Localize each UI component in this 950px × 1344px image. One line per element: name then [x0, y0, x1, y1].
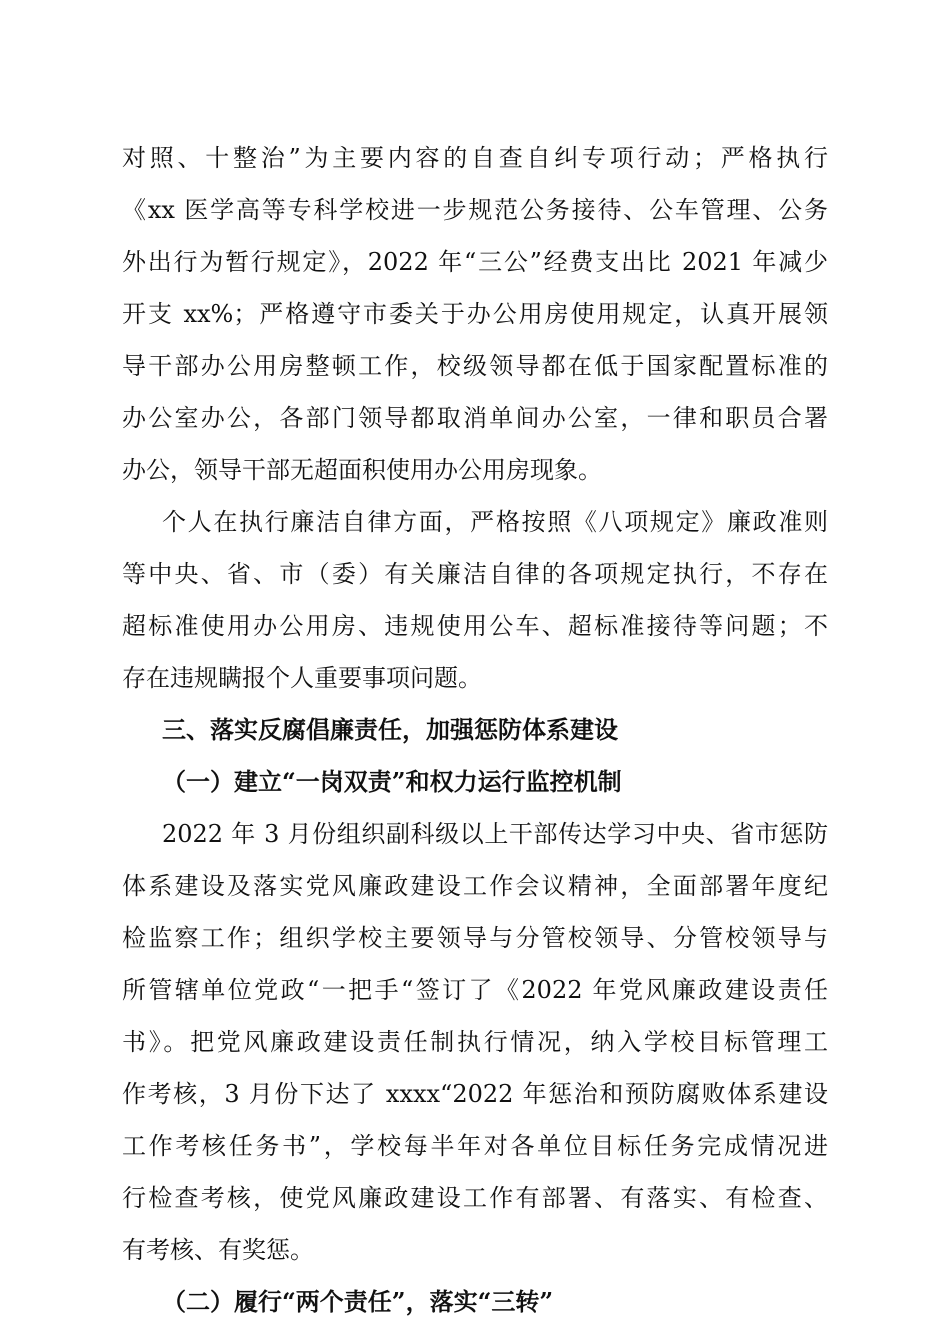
paragraph2-line-3: 超标准使用办公用房、违规使用公车、超标准接待等问题；不 [122, 612, 828, 640]
paragraph1-line-4: 开支 xx%；严格遵守市委关于办公用房使用规定，认真开展领 [122, 300, 828, 328]
sub1-line-8: 行检查考核，使党风廉政建设工作有部署、有落实、有检查、 [122, 1184, 828, 1212]
paragraph1-line-2: 《xx 医学高等专科学校进一步规范公务接待、公车管理、公务 [122, 196, 828, 224]
sub1-line-3: 检监察工作；组织学校主要领导与分管校领导、分管校领导与 [122, 924, 828, 952]
section3-sub1-heading: （一）建立“一岗双责”和权力运行监控机制 [162, 767, 622, 796]
section3-sub2-heading: （二）履行“两个责任”，落实“三转” [162, 1287, 554, 1316]
sub1-line-7: 工作考核任务书”，学校每半年对各单位目标任务完成情况进 [122, 1132, 828, 1160]
paragraph2-line-2: 等中央、省、市（委）有关廉洁自律的各项规定执行，不存在 [122, 560, 828, 588]
sub1-line-6: 作考核，3 月份下达了 xxxx“2022 年惩治和预防腐败体系建设 [122, 1080, 828, 1108]
sub1-line-1: 2022 年 3 月份组织副科级以上干部传达学习中央、省市惩防 [162, 820, 828, 848]
sub1-line-2: 体系建设及落实党风廉政建设工作会议精神，全面部署年度纪 [122, 872, 828, 900]
paragraph2-line-4: 存在违规瞒报个人重要事项问题。 [122, 664, 482, 692]
sub1-line-4: 所管辖单位党政“一把手“签订了《2022 年党风廉政建设责任 [122, 976, 828, 1004]
paragraph1-line-7: 办公，领导干部无超面积使用办公用房现象。 [122, 456, 602, 484]
paragraph2-line-1: 个人在执行廉洁自律方面，严格按照《八项规定》廉政准则 [162, 508, 828, 536]
paragraph1-line-1: 对照、十整治”为主要内容的自查自纠专项行动；严格执行 [122, 144, 828, 172]
sub1-line-9: 有考核、有奖惩。 [122, 1236, 314, 1264]
sub1-line-5: 书》。把党风廉政建设责任制执行情况，纳入学校目标管理工 [122, 1028, 828, 1056]
paragraph1-line-5: 导干部办公用房整顿工作，校级领导都在低于国家配置标准的 [122, 352, 828, 380]
paragraph1-line-6: 办公室办公，各部门领导都取消单间办公室，一律和职员合署 [122, 404, 828, 432]
section3-heading: 三、落实反腐倡廉责任，加强惩防体系建设 [162, 716, 618, 744]
paragraph1-line-3: 外出行为暂行规定》，2022 年“三公”经费支出比 2021 年减少 [122, 248, 828, 276]
